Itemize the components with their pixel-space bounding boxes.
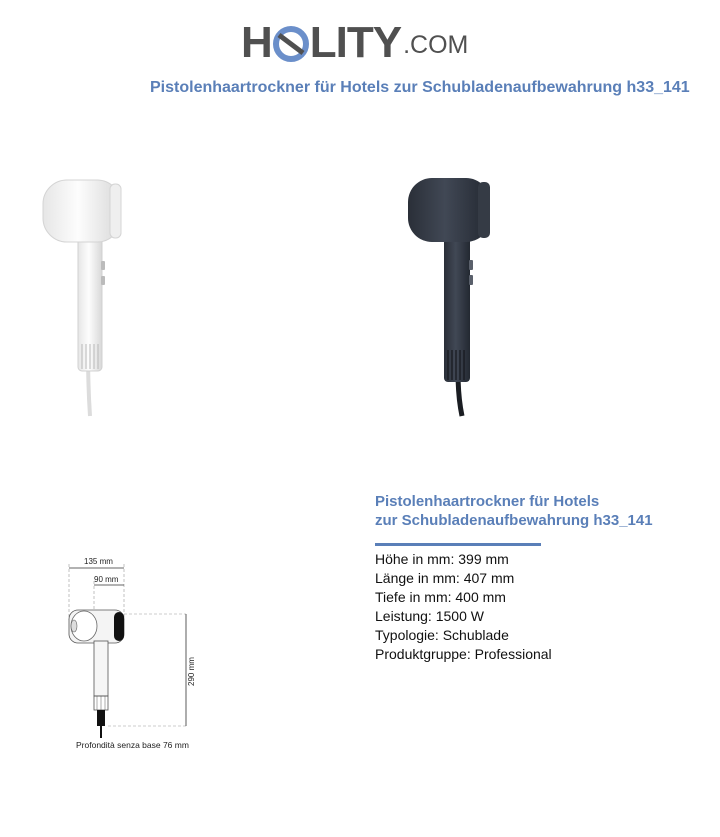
spec-product-group: Produktgruppe: Professional bbox=[375, 646, 552, 662]
hair-dryer-white-image bbox=[40, 176, 130, 421]
spec-height: Höhe in mm: 399 mm bbox=[375, 551, 509, 567]
nozzle-label: 90 mm bbox=[94, 575, 119, 584]
spec-length: Länge in mm: 407 mm bbox=[375, 570, 515, 586]
logo-domain: .COM bbox=[403, 31, 469, 59]
dimension-diagram bbox=[60, 550, 230, 760]
width-label: 135 mm bbox=[84, 557, 113, 566]
hair-dryer-black-image bbox=[404, 172, 496, 417]
product-specs bbox=[375, 492, 695, 664]
depth-caption: Profondità senza base 76 mm bbox=[76, 740, 189, 750]
page-title: Pistolenhaartrockner für Hotels zur Schubladenaufbewahrung h33_141 bbox=[150, 79, 690, 96]
brand-logo[interactable] bbox=[241, 20, 468, 66]
logo-letter-h: H bbox=[241, 18, 272, 67]
specs-title-line-2: zur Schubladenaufbewahrung h33_141 bbox=[375, 512, 653, 529]
spec-power: Leistung: 1500 W bbox=[375, 608, 484, 624]
logo-o-icon bbox=[273, 25, 309, 61]
spec-type: Typologie: Schublade bbox=[375, 627, 509, 643]
specs-title-line-1: Pistolenhaartrockner für Hotels bbox=[375, 493, 600, 510]
specs-divider bbox=[375, 543, 541, 546]
height-label: 290 mm bbox=[187, 657, 196, 686]
spec-depth: Tiefe in mm: 400 mm bbox=[375, 589, 506, 605]
logo-wordmark bbox=[241, 20, 401, 66]
logo-letters-lity: LITY bbox=[309, 18, 402, 67]
